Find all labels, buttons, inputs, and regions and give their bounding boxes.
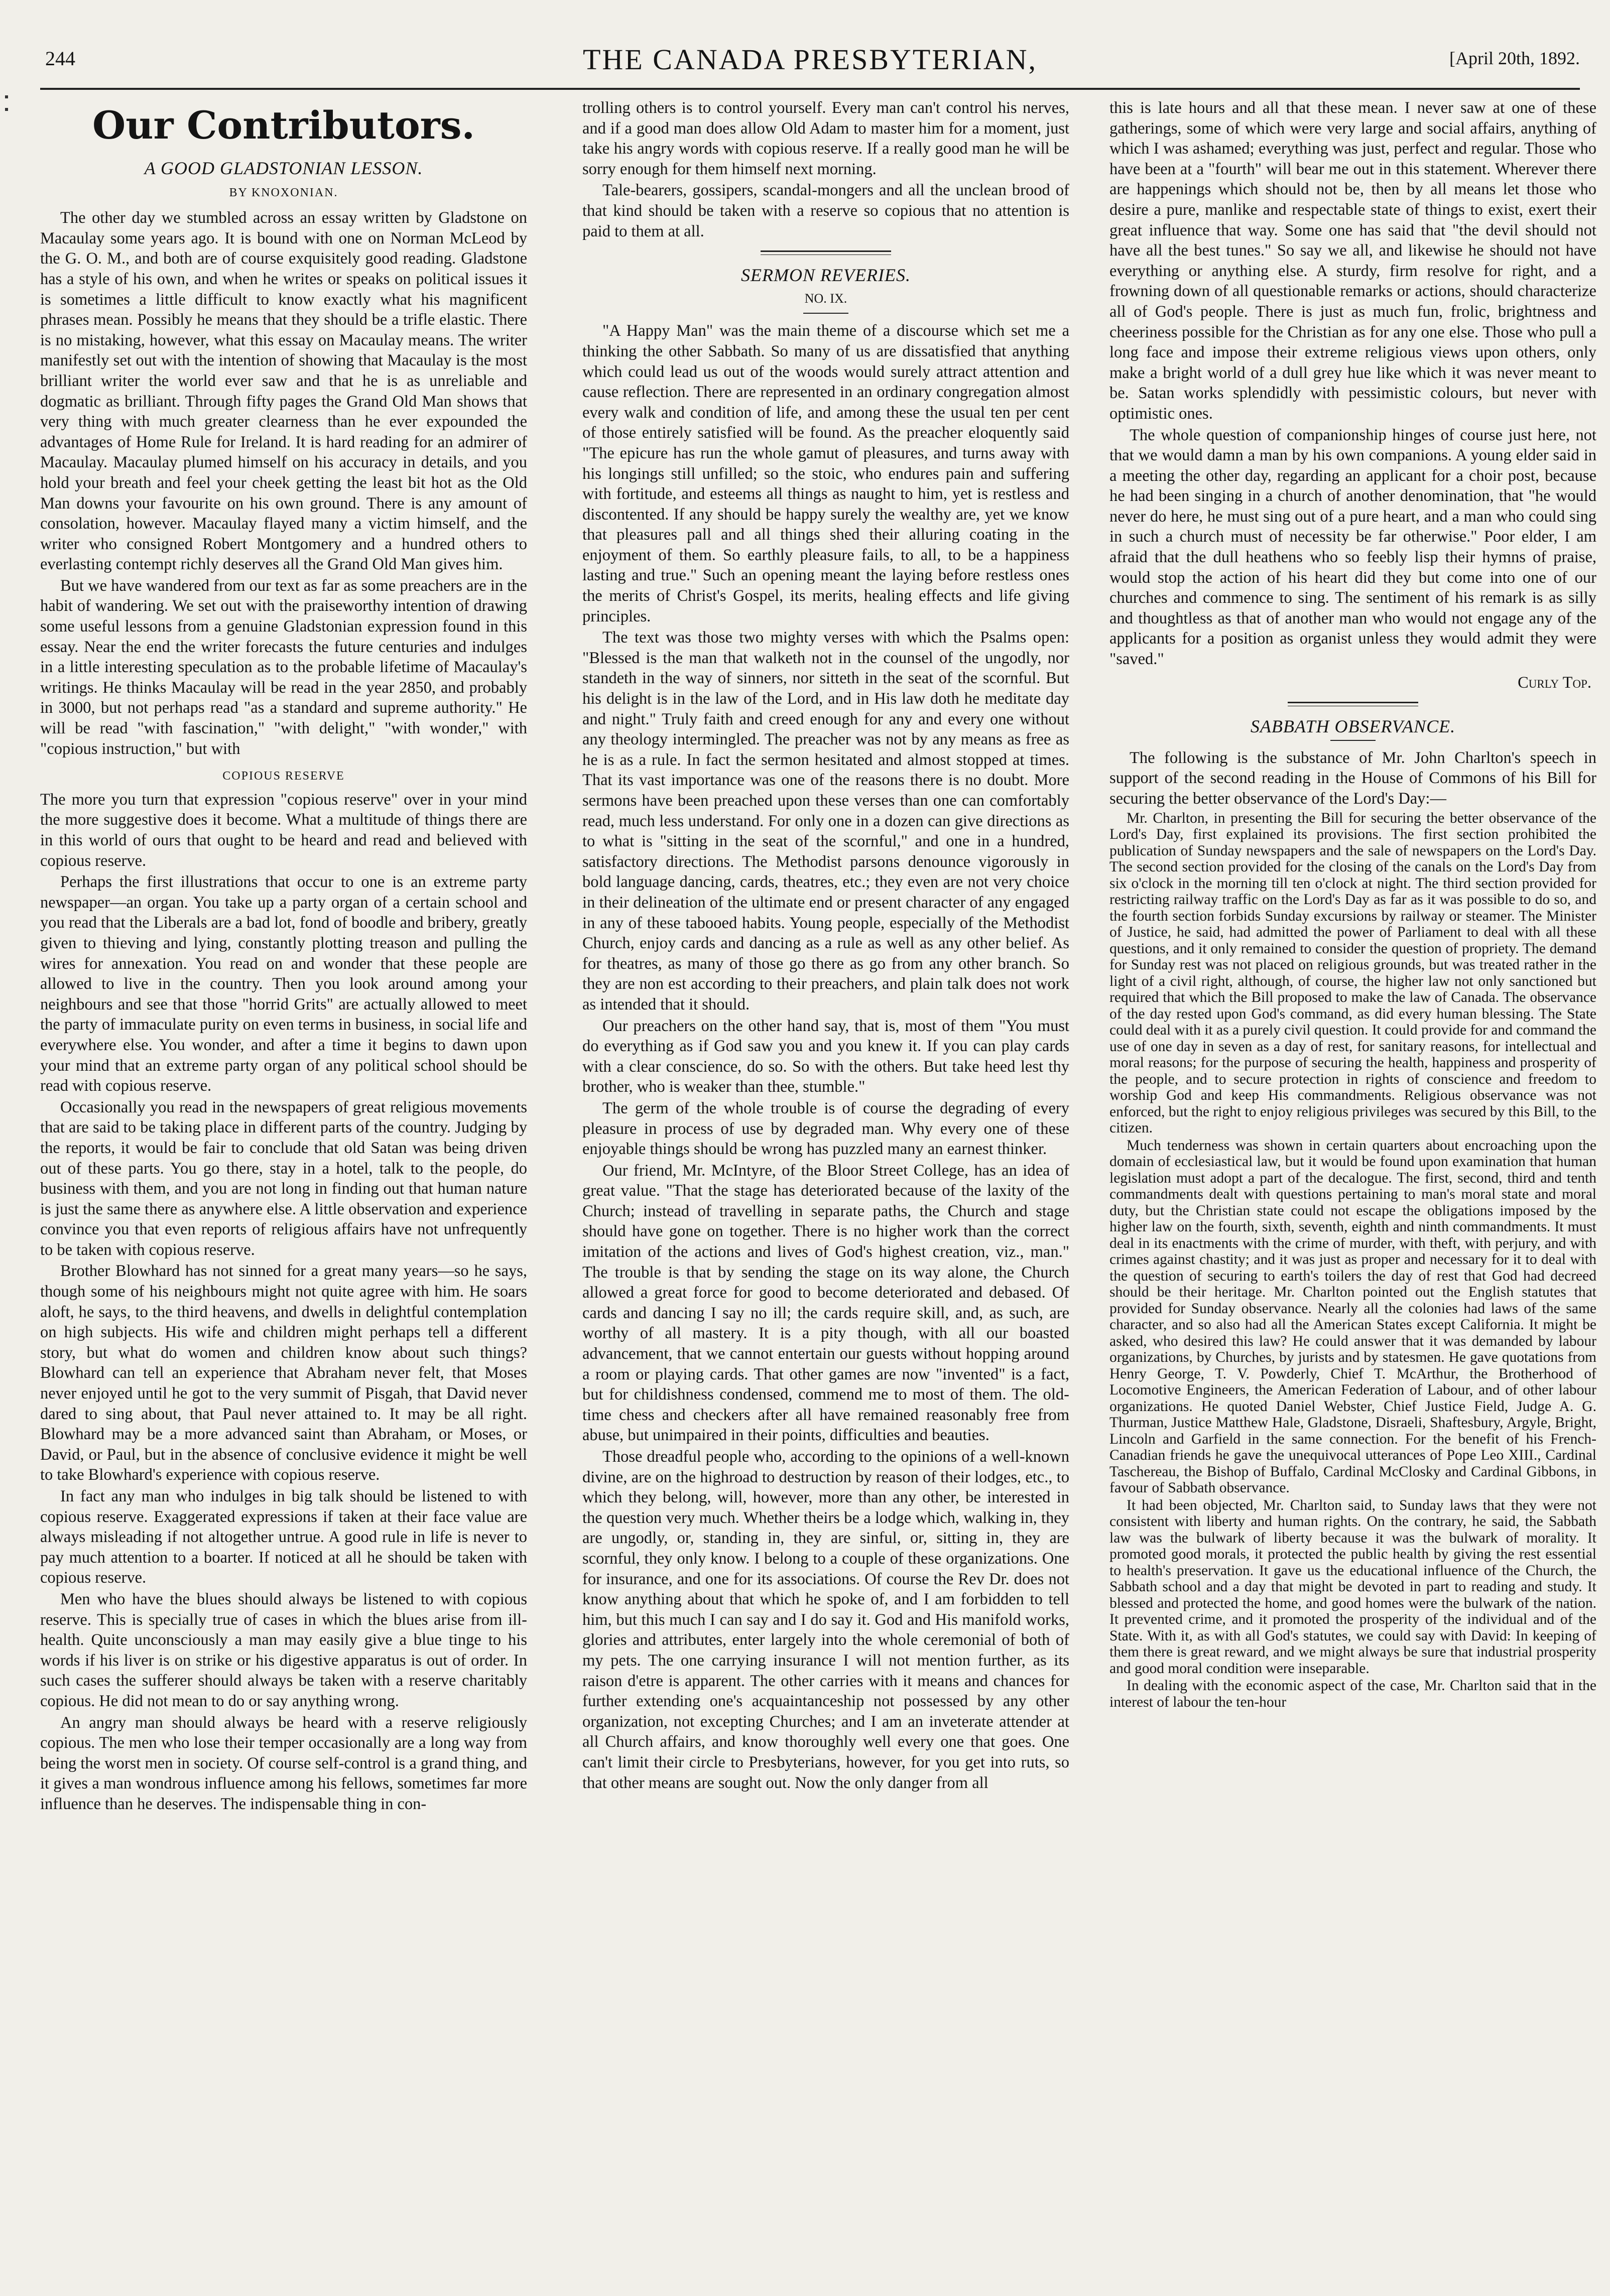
issue-date: [April 20th, 1892.: [1449, 48, 1580, 68]
paragraph: Perhaps the first illustrations that occur to one is an extreme party newspaper—an organ. You take up a party organ of a certain school and you read that the Liberals are a bad lot, fond of boodle and bribery, greatly given to thieving and lying, constantly plotting treason and pulling the wires for annexation. You read on and wonder that these people are allowed to live in the country. Then you look around among your neighbours and see that those "horrid Grits" are actually allowed to meet the party of immaculate purity on even terms in business, in social life and everywhere else. You wonder, and after a time it begins to dawn upon your mind that an extreme party organ of any political school should be read with copious reserve.: [40, 873, 527, 1095]
edge-mark: [5, 108, 8, 111]
byline: BY KNOXONIAN.: [229, 186, 338, 199]
column-1: [40, 98, 527, 1816]
paragraph: The other day we stumbled across an essay written by Gladstone on Macaulay some years ago. It is bound with one on Norman McLeod by the G. O. M., and both are of course exquisitely good reading. Gladstone has a style of his own, and when he writes or speaks on political issues it is sometimes a little difficult to know exactly what his magnificent phrases mean. Possibly he means that they should be a trifle elastic. There is no mistaking, however, what this essay on Macaulay means. The writer manifestly set out with the intention of showing that Macaulay is the most brilliant writer the world ever saw and that he is as unreliable and dogmatic as brilliant. Through fifty pages the Grand Old Man shows that very thing with much greater clearness than he ever expounded the advantages of Home Rule for Ireland. It is hard reading for an admirer of Macaulay. Macaulay plumed himself on his accuracy in details, and you hold your breath and feel your cheek getting the least bit hot as the Old Man downs your favourite on his own ground. There is any amount of consolation, however. Macaulay flayed many a victim himself, and the writer who consigned Robert Montgomery and a hundred others to everlasting contempt richly deserves all the Grand Old Man gives him.: [40, 209, 527, 574]
dense-text-block: [1109, 810, 1596, 1711]
title-rule: [803, 313, 848, 314]
title-rule: [1330, 740, 1376, 741]
newspaper-title: THE CANADA PRESBYTERIAN,: [583, 43, 1037, 76]
article-divider: [1288, 702, 1418, 706]
article-title: SERMON REVERIES.: [741, 265, 911, 286]
article-divider: [761, 250, 891, 255]
page-number: 244: [45, 47, 75, 70]
paragraph: "A Happy Man" was the main theme of a discourse which set me a thinking the other Sabbath. So many of us are dissatisfied that anything which could lead us out of the woods would surely attract attention and cause reflection. There are represented in an ordinary congregation almost every walk and condition of life, and among these the usual ten per cent of those entirely satisfied will be found. As the preacher eloquently said "The epicure has run the whole gamut of pleasures, and turns away with his longings still unfilled; so the stoic, who endures pain and suffering with fortitude, and esteems all things as naught to him, yet is restless and discontented. If any should be happy surely the wealthy are, yet we know that pleasures pall and all things shed their alluring coating in the enjoyment of them. So earthly pleasure fails, to all, to be a happiness lasting and true." Such an opening meant the laying before restless ones the merits of Christ's Gospel, its merits, healing effects and life giving principles.: [582, 322, 1069, 625]
section-heading: Our Contributors.: [92, 103, 475, 148]
paragraph: Brother Blowhard has not sinned for a great many years—so he says, though some of his neighbours might not quite agree with him. He soars aloft, he says, to the third heavens, and dwells in delightful contemplation on high subjects. His wife and children might perhaps tell a different story, but what do women and children know about such things? Blowhard can tell an experience that Abraham never felt, that Moses never enjoyed until he got to the very summit of Pisgah, that David never dared to sing about, that Paul never attained to. It may be all right. Blowhard may be a more advanced saint than Abraham, or Moses, or David, or Paul, but in the absence of conclusive evidence it might be well to take Blowhard's experience with copious reserve.: [40, 1262, 527, 1484]
paragraph: It had been objected, Mr. Charlton said, to Sunday laws that they were not consistent with liberty and human rights. On the contrary, he said, the Sabbath law was the bulwark of liberty because it was the bulwark of morality. It promoted good morals, it protected the public health by giving the rest essential to health's preservation. It gave us the educational influence of the Church, the Sabbath school and a day that might be devoted in part to reading and study. It blessed and protected the home, and good homes were the bulwark of the nation. It prevented crime, and it promoted the prosperity of the individual and of the State. With it, as with all God's statutes, we could say with David: In keeping of them there is great reward, and we might always be sure that industrial prosperity and good moral condition were inseparable.: [1109, 1497, 1596, 1677]
paragraph: Mr. Charlton, in presenting the Bill for securing the better observance of the Lord's Day, first explained its provisions. The first section prohibited the publication of Sunday newspapers and the sale of newspapers on the Lord's Day. The second section provided for the closing of the canals on the Lord's Day from six o'clock in the morning till ten o'clock at night. The third section provided for restricting railway traffic on the Lord's Day as far as it was possible to do so, and the fourth section forbids Sunday excursions by railway or steamer. The Minister of Justice, he said, had admitted the power of Parliament to deal with all these questions, and it only remained to consider the question of propriety. The demand for Sunday rest was not placed on religious grounds, but was treated rather in the light of a civil right, although, of course, the higher law not only sanctioned but required that which the Bill proposed to make the law of Canada. The observance of the day rested upon God's command, as did every human blessing. The State could deal with it as a purely civil question. It could provide for and command the use of one day in seven as a day of rest, for sanitary reasons, for intellectual and moral reasons; for the purpose of securing the health, happiness and prosperity of the people, and to secure protection in rights of conscience and freedom to worship God and keep His commandments. Religious observance was not enforced, but the right to enjoy religious privileges was secured by this Bill, to the citizen.: [1109, 810, 1597, 1136]
paragraph: In fact any man who indulges in big talk should be listened to with copious reserve. Exaggerated expressions if taken at their face value are always misleading if not altogether untrue. A good rule in life is never to pay much attention to a boarter. If noticed at all he should be taken with copious reserve.: [40, 1487, 527, 1587]
subheading: COPIOUS RESERVE: [222, 770, 345, 783]
paragraph: In dealing with the economic aspect of the case, Mr. Charlton said that in the interest of labour the ten-hour: [1109, 1678, 1596, 1710]
edge-mark: [5, 95, 8, 98]
article-title: A GOOD GLADSTONIAN LESSON.: [144, 158, 423, 178]
paragraph: The germ of the whole trouble is of course the degrading of every pleasure in process of use by degraded man. Why every one of these enjoyable things should be wrong has puzzled many an earnest thinker.: [582, 1099, 1069, 1159]
paragraph: The text was those two mighty verses with which the Psalms open: "Blessed is the man that walketh not in the counsel of the ungodly, nor standeth in the way of sinners, nor sitteth in the seat of the scornful. But his delight is in the law of the Lord, and in His law doth he meditate day and night." Truly faith and creed enough for any and every one without any theology intermingled. The preacher was not by any means as free as he is as a rule. In fact the sermon hesitated and almost stopped at times. That its vast importance was one of the reasons there is no doubt. More sermons have been preached upon these verses than one can comfortably read, much less understand. For only one in a dozen can give directions as to what is "sitting in the seat of the scornful," and one in a hundred, satisfactory directions. The Methodist parsons denounce vigorously in bold language dancing, cards, theatres, etc.; they even are not very choice in their delineation of the ultimate end or present character of any engaged in any of these tabooed habits. Young people, especially of the Methodist Church, enjoy cards and dancing as a rule as well as any other belief. As for theatres, as many of those go there as go from any other branch. So they are non est according to their preachers, and plain talk does not work as intended that it should.: [582, 628, 1069, 1013]
paragraph: Occasionally you read in the newspapers of great religious movements that are said to be taking place in different parts of the country. Judging by the reports, it would be fair to conclude that old Satan was being driven out of these parts. You go there, stay in a hotel, talk to the people, do business with them, and you are not long in finding out that human nature is just the same there as anywhere else. A little observation and experience convince you that even reports of religious affairs have not unfrequently to be taken with copious reserve.: [40, 1098, 527, 1259]
author-signature: Curly Top.: [1518, 673, 1591, 692]
paragraph: this is late hours and all that these mean. I never saw at one of these gatherings, some of which were very large and social affairs, anything of which I was ashamed; everything was just, perfect and regular. Those who have been at a "fourth" will bear me out in this statement. Wherever there are happenings which should not be, then by all means let those who desire a pure, manlike and respectable state of things to exist, exert their great influence that way. Some one has said that "the devil should not have all the best tunes." So say we all, and likewise he should not have everything or anything else. A sturdy, firm resolve for right, and a frowning down of all questionable remarks or actions, should characterize all of God's people. There is just as much fun, frolic, brightness and cheeriness possible for the Christian as for any one else. Those who pull a long face and impose their extreme religious views upon others, only make a bright world of a dull grey hue like which it was never meant to be. Satan works splendidly with pessimistic colours, but never with optimistic ones.: [1109, 99, 1596, 423]
masthead-rule: [40, 88, 1580, 90]
paragraph: Men who have the blues should always be listened to with copious reserve. This is specially true of cases in which the blues arise from ill-health. Quite unconsciously a man may easily give a blue tinge to his words if his liver is on strike or his digestive apparatus is out of order. In such cases the sufferer should always be taken with a reserve charitably copious. He did not mean to do or say anything wrong.: [40, 1590, 527, 1710]
paragraph: Our friend, Mr. McIntyre, of the Bloor Street College, has an idea of great value. "That the stage has deteriorated because of the laxity of the Church; instead of travelling in separate paths, the Church and stage should have gone on together. There is no higher work than the correct imitation of the actions and lives of God's highest creation, viz., man." The trouble is that by sending the stage on its way alone, the Church allowed a great force for good to become deteriorated and debased. Of cards and dancing I say no ill; the cards require skill, and, as such, are worthy of all mastery. It is a pity though, with all our boasted advancement, that we cannot entertain our guests without hopping around a room or playing cards. That other games are now "invented" is a fact, but for childishness condensed, commend me to most of them. The old-time chess and checkers after all have remained reasonably free from abuse, but unimpaired in their points, difficulties and beauties.: [582, 1161, 1069, 1445]
paragraph: trolling others is to control yourself. Every man can't control his nerves, and if a good man does allow Old Adam to master him for a moment, just take his angry words with copious reserve. If a really good man he will be sorry enough for them himself next morning.: [582, 99, 1069, 178]
paragraph: Those dreadful people who, according to the opinions of a well-known divine, are on the highroad to destruction by reason of their lodges, etc., to which they belong, will, however, more than any other, be interested in the question very much. Whether theirs be a lodge which, walking in, they are ungodly, or, standing in, they are sinful, or, sitting in, they are scornful, they only know. I belong to a couple of these organizations. One for insurance, and one for its associations. Of course the Rev Dr. does not know anything about that which he spoke of, and I am forbidden to tell him, but this much I can say and I do say it. God and His manifold works, glories and attributes, enter largely into the whole ceremonial of both of my pets. The one carrying insurance I will not mention further, as its raison d'etre is apparent. The other carries with it means and chances for further extending one's acquaintanceship not possessed by any other organization, not excepting Churches; and I am an inveterate attender at all Church affairs, and know thoroughly well every one that goes. One can't limit their circle to Presbyterians, however, for you get into ruts, so that other means are sought out. Now the only danger from all: [582, 1448, 1069, 1792]
paragraph: Tale-bearers, gossipers, scandal-mongers and all the unclean brood of that kind should be taken with a reserve so copious that no attention is paid to them at all.: [582, 181, 1069, 240]
paragraph: The more you turn that expression "copious reserve" over in your mind the more suggestive does it become. What a multitude of things there are in this world of ours that ought to be heard and read and believed with copious reserve.: [40, 790, 527, 870]
column-2: [582, 98, 1069, 1794]
article-number: NO. IX.: [804, 291, 847, 306]
paragraph: Our preachers on the other hand say, that is, most of them "You must do everything as if God saw you and you knew it. If you can play cards with a clear conscience, do so. So with the others. But take heed lest thy brother, who is weaker than thee, stumble.": [582, 1016, 1069, 1096]
paragraph: But we have wandered from our text as far as some preachers are in the habit of wandering. We set out with the praiseworthy intention of drawing some useful lessons from a genuine Gladstonian expression found in this essay. Near the end the writer forecasts the future centuries and indulges in a little interesting speculation as to the probable lifetime of Macaulay's writings. He thinks Macaulay will be read in the year 2850, and probably in 3000, but not perhaps read "as a standard and supreme authority." He will be read "with fascination," "with delight," "with wonder," with "copious instruction," but with: [40, 576, 527, 758]
paragraph: The following is the substance of Mr. John Charlton's speech in support of the second reading in the House of Commons of his Bill for securing the better observance of the Lord's Day:—: [1109, 748, 1596, 808]
paragraph: An angry man should always be heard with a reserve religiously copious. The men who lose their temper occasionally are a long way from being the worst men in society. Of course self-control is a grand thing, and it gives a man wondrous influence among his fellows, sometimes far more influence than he deserves. The indispensable thing in con-: [40, 1713, 527, 1813]
paragraph: The whole question of companionship hinges of course just here, not that we would damn a man by his own companions. A young elder said in a meeting the other day, regarding an applicant for a choir post, because he had been singing in a church of another denomination, that "he would never do here, he must sing out of a pure heart, and a man who could sing in such a church must of necessity be far otherwise." Poor elder, I am afraid that the dull heathens who so feebly lisp their hymns of praise, would stop the action of his heart did they but come into one of our churches and commence to sing. The sentiment of his remark is as silly and thoughtless as that of another man who would not engage any of the applicants for a position as organist unless they would admit they were "saved.": [1109, 426, 1596, 669]
paragraph: Much tenderness was shown in certain quarters about encroaching upon the domain of ecclesiastical law, but it would be found upon examination that human legislation must adopt a part of the decalogue. The first, second, third and tenth commandments dealt with questions pertaining to man's moral state and moral duty, but the Christian state could not escape the obligations imposed by the higher law on the fourth, sixth, seventh, eighth and ninth commandments. It must deal in its enactments with the crime of murder, with theft, with perjury, and with crimes against chastity; and it was just as proper and necessary for it to deal with the question of securing to earth's toilers the day of rest that God had decreed should be their heritage. Mr. Charlton pointed out the English statutes that provided for Sunday observance. Nearly all the colonies had laws of the same character, and so also had all the American States except California. It might be asked, who desired this law? He could answer that it was demanded by labour organizations, by Churches, by jurists and by statesmen. He gave quotations from Henry George, T. V. Powderly, Chief T. McArthur, the Brotherhood of Locomotive Engineers, the American Federation of Labour, and of other labour organizations. He quoted Daniel Webster, Chief Justice Field, Judge A. G. Thurman, Justice Matthew Hale, Gladstone, Disraeli, Shaftesbury, Argyle, Bright, Lincoln and Garfield in the same connection. For the benefit of his French-Canadian friends he gave the unequivocal utterances of Pope Leo XIII., Cardinal Taschereau, the Bishop of Buffalo, Cardinal McClosky and Cardinal Gibbons, in favour of Sabbath observance.: [1109, 1137, 1596, 1496]
masthead: [40, 43, 1580, 83]
column-3: [1109, 98, 1596, 1711]
article-title: SABBATH OBSERVANCE.: [1250, 716, 1456, 737]
